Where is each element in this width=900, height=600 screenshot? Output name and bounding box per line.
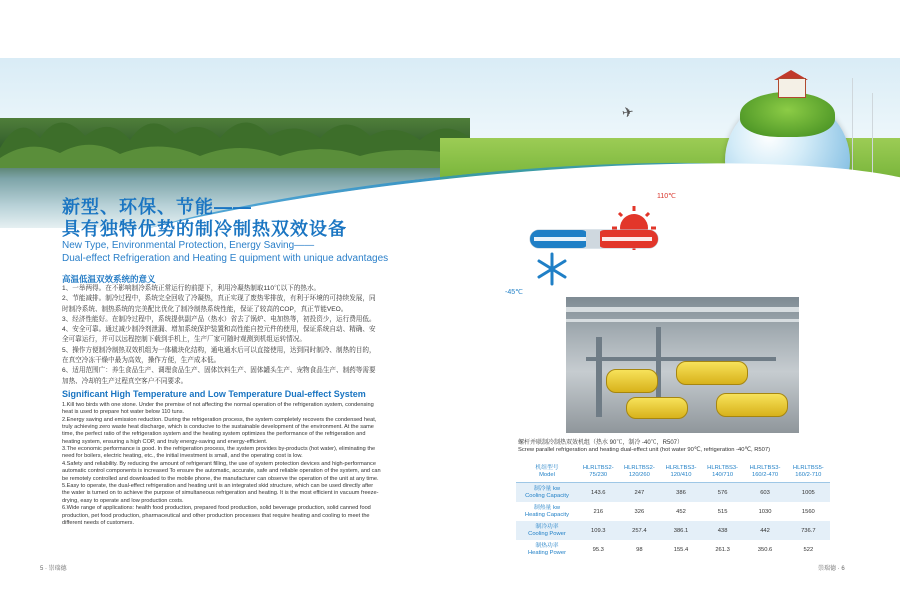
table-caption-cn: 螺杆并联制冷制热双效机组（热水 90℃，制冷 -40℃，R507） xyxy=(518,440,684,446)
yellow-tank xyxy=(626,397,688,419)
cn-paragraph: 5、操作方便制冷制热双效机组为一体橇块化结构，通电通水后可以直接使用，达到同时制冷、制热的目的，在真空冷冻干燥中最为高效，操作方便，生产成本低。 xyxy=(62,346,376,365)
title-cn-line2: 具有独特优势的制冷制热双效设备 xyxy=(62,219,347,239)
row-label-en: Cooling Power xyxy=(528,530,566,537)
table-row xyxy=(516,540,830,559)
cn-section-heading: 高温低温双效系统的意义 xyxy=(62,274,156,284)
title-cn-line1: 新型、环保、节能—— xyxy=(62,197,252,217)
en-paragraph: 4.Safety and reliability. By reducing the amount of refrigerant filling, the use of system protection devices and high-performance automatic control components is increased To ensure the automatic, accurate, safe and reliable operation of the system, and can be remotely controlled and downloaded to the mobile phone, the manufacturer can observe the operation of the unit at any time. xyxy=(62,461,381,482)
tree-line xyxy=(0,108,470,168)
model-name: HLRLTBS3-140/710 xyxy=(702,462,744,483)
table-cell: 350.6 xyxy=(757,546,773,553)
row-label-en: Heating Capacity xyxy=(524,511,570,518)
table-cell: 576 xyxy=(702,483,744,503)
table-header-row xyxy=(516,462,830,483)
page-title-cn xyxy=(62,196,347,240)
equipment-photo xyxy=(566,297,799,433)
pipe xyxy=(596,337,602,417)
table-cell: 442 xyxy=(743,521,786,540)
table-cell: 261.3 xyxy=(715,546,730,553)
model-name: HLRLTBS2-120/260 xyxy=(619,462,661,483)
page-title-en xyxy=(62,239,388,265)
pipe xyxy=(586,357,776,361)
model-header: 机组型号 Model xyxy=(516,462,578,483)
cn-paragraph: 6、适用范围广：养生食品生产、调理食品生产、固体饮料生产、固体罐头生产、宠物食品生产、制药等需要加热、冷却的生产过程真空客户不同要求。 xyxy=(62,367,376,385)
title-en-line2: Dual-effect Refrigeration and Heating E quipment with unique advantages xyxy=(62,253,389,264)
row-label-en: Heating Power xyxy=(527,549,567,556)
spec-table xyxy=(516,462,830,559)
model-name: HLRLTBS3-120/410 xyxy=(660,462,702,483)
table-cell: 257.4 xyxy=(619,521,661,540)
model-name: HLRLTBS5-160/2-710 xyxy=(787,462,830,483)
row-label xyxy=(516,540,578,559)
table-cell: 522 xyxy=(803,546,814,553)
row-label xyxy=(516,483,578,503)
row-label-cn: 制冷功率 xyxy=(535,523,559,530)
title-en-line1: New Type, Environmental Protection, Energy Saving—— xyxy=(62,240,315,251)
table-cell: 216 xyxy=(593,508,604,515)
table-cell: 143.6 xyxy=(578,483,619,503)
hot-cold-graphic xyxy=(526,206,666,286)
table-cell: 603 xyxy=(743,483,786,503)
table-cell: 98 xyxy=(636,546,643,553)
en-paragraph: 5.Easy to operate, the dual-effect refrigeration and heating unit is an integrated skid structure, which can be used directly after the water is turned on to achieve the purpose of simultaneous refrigeration and heating. It is the most efficient in vacuum freeze-drying, easy to operate and low production costs. xyxy=(62,483,379,504)
table-cell: 155.4 xyxy=(673,546,689,553)
table-cell: 736.7 xyxy=(787,521,830,540)
model-name: HLRLTBS3-160/2-470 xyxy=(743,462,786,483)
table-cell: 386 xyxy=(660,483,702,503)
table-cell: 247 xyxy=(619,483,661,503)
house xyxy=(778,78,806,98)
table-cell: 1030 xyxy=(758,508,772,515)
cn-paragraph: 2、节能减排。制冷过程中，系统完全回收了冷凝热，真正实现了废热零排放，有利于环境的可持续发展，同时制冷系统、制热系统的完美配比优化了制冷制热系统性能，保证了较高的COP，真正节能VEO。 xyxy=(62,295,376,313)
row-label xyxy=(516,502,578,521)
table-cell: 326 xyxy=(634,508,645,515)
airplane-icon: ✈ xyxy=(620,103,635,121)
table-caption-en: Screw parallel refrigeration and heating dual-effect unit (hot water 90℃, refrigeration -40℃, R507) xyxy=(518,447,771,453)
page-number-left: 5 · 崇瑞德 xyxy=(40,566,67,572)
en-paragraph: 6.Wide range of applications: health food production, prepared food production, solid beverage production, solid canned food production, pet food production, pharmaceutical and other production processes that require heating and cooling to meet the different needs of customers. xyxy=(62,505,371,526)
row-label-cn: 制冷量 kw xyxy=(533,485,561,492)
row-label xyxy=(516,521,578,540)
row-label-cn: 制热功率 xyxy=(535,542,559,549)
ceiling-beam xyxy=(566,319,799,322)
snowflake-icon xyxy=(539,254,565,284)
ceiling-beam xyxy=(566,307,799,312)
row-label-cn: 制热量 kw xyxy=(533,504,561,511)
table-cell: 386.1 xyxy=(660,521,702,540)
en-section-heading: Significant High Temperature and Low Temperature Dual-effect System xyxy=(62,389,366,399)
cold-temp-label: -45℃ xyxy=(505,289,523,296)
row-label-en: Cooling Capacity xyxy=(525,492,569,499)
table-row xyxy=(516,521,830,540)
en-paragraph: 3.The economic performance is good. In the refrigeration process, the system provides by-products (hot water), eliminating the need for boilers, electric heating, etc., the initial investment is small, and the operating cost is low. xyxy=(62,446,376,460)
table-cell: 438 xyxy=(702,521,744,540)
en-section-body xyxy=(62,402,382,527)
table-cell: 1560 xyxy=(801,508,815,515)
table-cell: 452 xyxy=(676,508,686,515)
en-paragraph: 1.Kill two birds with one stone. Under the premise of not affecting the normal operation of the refrigeration system, condensing heat is used to prepare hot water below 110 tuns. xyxy=(62,402,374,416)
hot-temp-label: 110℃ xyxy=(657,193,677,200)
table-cell: 515 xyxy=(717,508,728,515)
cn-section-body xyxy=(62,284,377,387)
yellow-tank xyxy=(676,361,748,385)
cn-paragraph: 1、一举两得。在不影响制冷系统正常运行的前提下，利用冷凝热制取110℃以下的热水。 xyxy=(62,285,321,292)
cn-paragraph: 4、安全可靠。通过减少制冷剂泄漏、增加系统保护装置和高性能自控元件的使用，保证系统自动、精确、安全可靠运行，并可以远程控制下载到手机上，生产厂家可随时观测到机组运转情况。 xyxy=(62,326,376,344)
page-number-right: 崇瑞德 · 6 xyxy=(818,566,845,572)
table-row xyxy=(516,483,830,503)
thermometer-icon xyxy=(530,230,658,248)
yellow-tank xyxy=(716,393,788,417)
table-cell: 109.3 xyxy=(578,521,619,540)
cn-paragraph: 3、经济性能好。在制冷过程中，系统提供副产品（热水）省去了锅炉、电加热等，初投资少，运行费用低。 xyxy=(62,315,376,323)
yellow-tank xyxy=(606,369,658,393)
model-name: HLRLTBS2-75/230 xyxy=(578,462,619,483)
table-cell: 1005 xyxy=(787,483,830,503)
table-cell: 95.3 xyxy=(592,546,604,553)
en-paragraph: 2.Energy saving and emission reduction. During the refrigeration process, the system completely recovers the condensed heat, truly achieving zero waste heat discharge, which is conducive to the sustainable development of the environment. At the same time, the perfect ratio of the refrigeration system and the heating system optimizes the performance of the refrigeration and heating system, ensuring a high COP, and truly energy-saving and energy-efficient. xyxy=(62,416,377,445)
table-row xyxy=(516,502,830,521)
green-hill xyxy=(740,92,835,137)
